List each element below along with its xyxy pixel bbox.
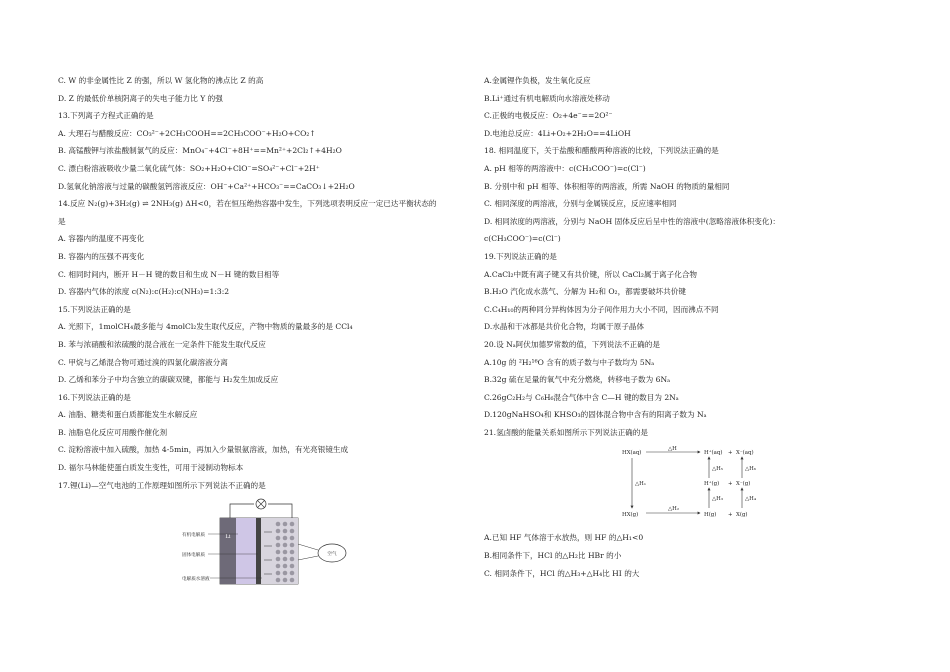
node-x-aq: X⁻(aq): [736, 450, 754, 456]
question-17-option-b: B.Li⁺通过有机电解质向水溶液处移动: [484, 93, 610, 103]
node-x-g-ion: X⁻(g): [736, 481, 751, 487]
question-20-option-d: D.120gNaHSO₄和 KHSO₃的固体混合物中含有的阳离子数为 Nₐ: [484, 410, 707, 420]
question-13-option-b: B. 高锰酸钾与浓盐酸制氯气的反应：MnO₄⁻+4Cl⁻+8H⁺==Mn²⁺+2Cl₂↑+4H₂O: [58, 146, 342, 156]
node-h-aq: H⁺(aq): [704, 450, 723, 456]
question-20-option-c: C.26gC₂H₂与 C₆H₆混合气体中含 C—H 键的数目为 2Nₐ: [484, 392, 679, 402]
wire-left: [230, 504, 254, 518]
question-19-option-a: A.CaCl₂中既有离子键又有共价键，所以 CaCl₂属于离子化合物: [484, 269, 698, 279]
question-16-option-d: D. 福尔马林能使蛋白质发生变性，可用于浸制动物标本: [58, 463, 244, 473]
question-line: D. Z 的最低价单核阴离子的失电子能力比 Y 的强: [58, 93, 223, 103]
question-14-option-d: D. 容器内气体的浓度 c(N₂):c(H₂):c(NH₃)=1:3:2: [58, 287, 230, 297]
question-18-option-d-cont: c(CH₃COO⁻)=c(Cl⁻): [484, 234, 561, 244]
question-19-option-d: D.水晶和干冰都是共价化合物，均属于原子晶体: [484, 322, 645, 332]
question-21-option-c: C. 相同条件下，HCl 的△H₃+△H₄比 HI 的大: [484, 568, 640, 578]
question-13-option-a: A. 大理石与醋酸反应：CO₃²⁻+2CH₃COOH==2CH₃COO⁻+H₂O+CO₂↑: [58, 128, 316, 138]
node-hx-g: HX(g): [622, 512, 639, 518]
li-air-battery-diagram: [182, 498, 362, 590]
label-dh6: △H₆: [745, 466, 757, 472]
question-21-option-a: A.已知 HF 气体溶于水放热，则 HF 的△H₁<0: [484, 533, 644, 543]
question-13-option-c: C. 漂白粉溶液吸收少量二氧化硫气体：SO₂+H₂O+ClO⁻=SO₄²⁻+Cl⁻+2H⁺: [58, 163, 320, 173]
question-14-option-c: C. 相同时间内，断开 H－H 键的数目和生成 N－H 键的数目相等: [58, 269, 280, 279]
question-13-stem: 13.下列离子方程式正确的是: [58, 111, 154, 121]
label-dh5: △H₅: [712, 466, 724, 472]
label-dh: △H: [668, 446, 677, 452]
question-16-option-b: B. 油脂皂化反应可用酸作催化剂: [58, 427, 168, 437]
question-21-option-b: B.相同条件下，HCl 的△H₂比 HBr 的小: [484, 551, 622, 561]
plus-sign: +: [728, 512, 733, 518]
air-label: 空气: [327, 552, 337, 557]
question-20-stem: 20.设 Nₐ阿伏加德罗常数的值，下列说法不正确的是: [484, 339, 660, 349]
question-19-option-c: C.C₄H₁₀的两种同分异构体因为分子间作用力大小不同，因而沸点不同: [484, 304, 719, 314]
question-21-stem: 21.氢卤酸的能量关系如图所示下列说法正确的是: [484, 427, 648, 437]
question-18-option-b: B. 分别中和 pH 相等、体积相等的两溶液，所需 NaOH 的物质的量相同: [484, 181, 730, 191]
question-19-stem: 19.下列说法正确的是: [484, 251, 557, 261]
question-17-stem: 17.锂(Li)—空气电池的工作原理如图所示下列说法不正确的是: [58, 480, 266, 490]
plus-sign: +: [728, 450, 733, 456]
question-18-option-d: D. 相同浓度的两溶液，分别与 NaOH 固体反应后呈中性的溶液中(忽略溶液体积变化)：: [484, 216, 781, 226]
question-line: C. W 的非金属性比 Z 的强，所以 W 氢化物的沸点比 Z 的高: [58, 76, 264, 85]
plus-sign: +: [728, 481, 733, 487]
solid-electrolyte: [256, 518, 261, 584]
label-dh1: △H₁: [635, 481, 647, 487]
question-18-option-a: A. pH 相等的两溶液中：c(CH₃COO⁻)=c(Cl⁻): [484, 163, 646, 173]
question-14-option-a: A. 容器内的温度不再变化: [58, 234, 145, 244]
question-14-option-b: B. 容器内的压强不再变化: [58, 251, 145, 261]
label-solid-electrolyte: 固体电解质: [182, 553, 205, 558]
question-20-option-b: B.32g 硫在足量的氧气中充分燃烧，转移电子数为 6Nₐ: [484, 375, 671, 385]
question-20-option-a: A.10g 的 ²H₂¹⁶O 含有的质子数与中子数均为 5Nₐ: [484, 357, 655, 367]
question-15-option-d: D. 乙烯和苯分子中均含独立的碳碳双键，都能与 H₂发生加成反应: [58, 375, 279, 385]
label-aqueous-electrolyte: 电解质水溶液: [182, 577, 210, 582]
air-inlet: [298, 544, 346, 562]
question-17-option-a: A.金属锂作负极，发生氧化反应: [484, 76, 591, 85]
question-19-option-b: B.H₂O 汽化成水蒸气、分解为 H₂和 O₂，都需要破坏共价键: [484, 287, 686, 297]
question-15-option-c: C. 甲烷与乙烯混合物可通过溴的四氯化碳溶液分离: [58, 357, 228, 367]
label-organic-electrolyte: 有机电解质: [182, 533, 205, 538]
question-18-option-c: C. 相同深度的两溶液，分别与金属镁反应，反应速率相同: [484, 199, 677, 209]
question-15-option-b: B. 苯与浓硝酸和浓硫酸的混合液在一定条件下能发生取代反应: [58, 339, 266, 349]
label-dh4: △H₄: [745, 496, 757, 502]
lamp-icon: [256, 499, 266, 509]
label-dh2: △H₂: [668, 506, 680, 512]
energy-cycle-diagram: [620, 446, 770, 520]
label-dh3: △H₃: [712, 496, 724, 502]
left-column: [58, 72, 458, 494]
question-16-option-c: C. 淀粉溶液中加入硫酸，加热 4-5min，再加入少量银氨溶液，加热，有光亮银镜生成: [58, 445, 349, 455]
question-13-option-d: D.氢氧化钠溶液与过量的碳酸氢钙溶液反应：OH⁻+Ca²⁺+HCO₃⁻==CaCO₃↓+2H₂O: [58, 181, 355, 191]
lithium-anode: [220, 518, 236, 584]
question-14-stem: 14.反应 N₂(g)+3H₂(g) ⇌ 2NH₃(g) ΔH<0，若在恒压绝热容器中发生，下列选项表明反应一定已达平衡状态的: [58, 199, 437, 209]
porous-cathode: [276, 522, 295, 583]
question-16-option-a: A. 油脂、糖类和蛋白质都能发生水解反应: [58, 410, 198, 420]
question-17-option-c: C.正极的电极反应：O₂+4e⁻==2O²⁻: [484, 111, 613, 121]
question-16-stem: 16.下列说法正确的是: [58, 392, 131, 402]
question-17-option-d: D.电池总反应：4Li+O₂+2H₂O==4LiOH: [484, 128, 631, 138]
wire-right: [268, 504, 292, 518]
node-h-g: H(g): [704, 512, 717, 518]
question-15-option-a: A. 光照下，1molCH₄最多能与 4molCl₂发生取代反应，产物中物质的量最多的是 CCl₄: [58, 322, 353, 332]
question-14-stem-cont: 是: [58, 216, 66, 226]
node-hx-aq: HX(aq): [622, 450, 642, 456]
question-18-stem: 18. 相同温度下，关于盐酸和醋酸两种溶液的比较，下列说法正确的是: [484, 146, 719, 156]
node-h-g-ion: H⁺(g): [704, 481, 720, 487]
node-x-g: X(g): [736, 512, 748, 518]
organic-electrolyte: [236, 518, 256, 584]
anode-label: Li: [225, 534, 231, 540]
question-15-stem: 15.下列说法正确的是: [58, 304, 131, 314]
